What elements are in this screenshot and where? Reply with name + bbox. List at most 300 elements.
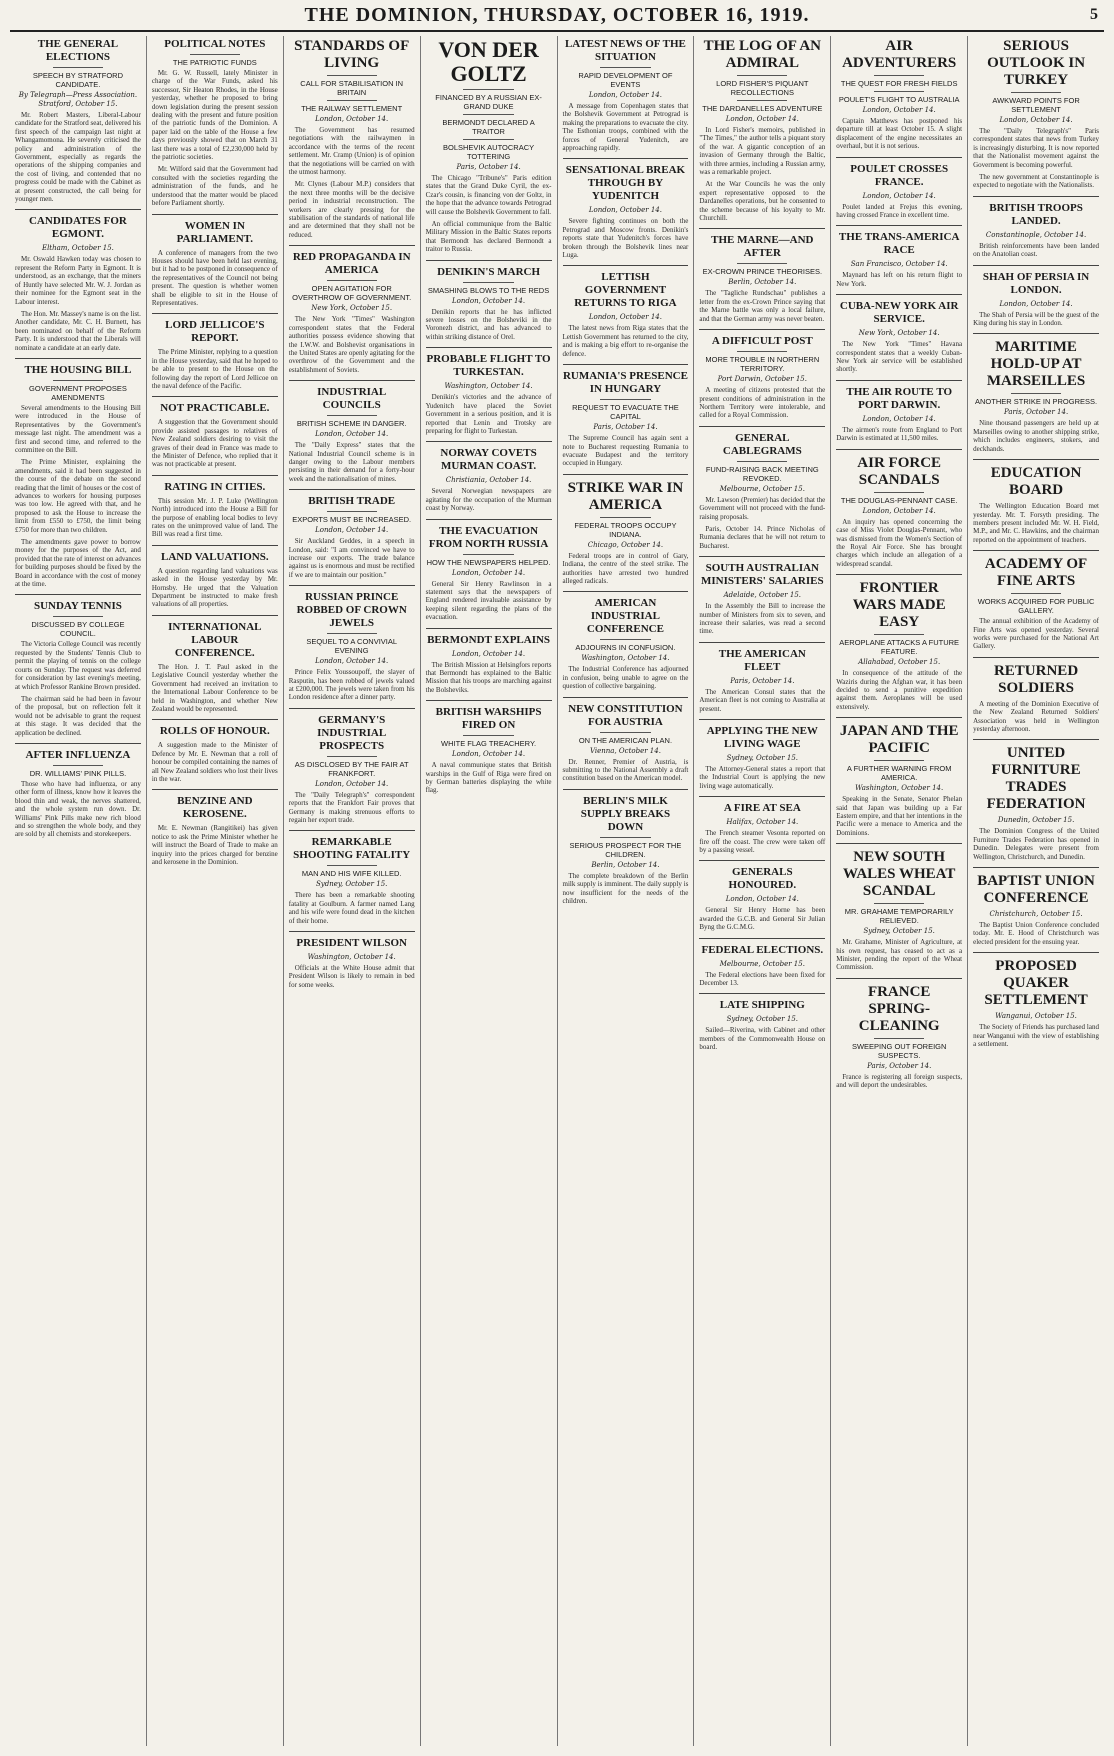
article-paragraph: This session Mr. J. P. Luke (Wellington North) introduced into the House a Bill for the purpose of enabling local bodies to levy rates on the unimproved value of land. The Bill was read a first time.	[151, 496, 278, 539]
masthead	[10, 0, 1104, 32]
article	[152, 396, 278, 468]
article-paragraph: In consequence of the attitude of the Waziris during the Afghan war, it has been decided to send a punitive expedition against them. Aeroplanes will be used extensively.	[836, 669, 963, 711]
article	[973, 333, 1099, 453]
article-subheading: FUND-RAISING BACK MEETING REVOKED.	[705, 464, 819, 483]
article-dateline: London, October 14.	[452, 750, 526, 759]
article-headline: LORD JELLICOE'S REPORT.	[165, 319, 265, 345]
article-paragraph: A message from Copenhagen states that the Bolshevik Government at Petrograd is making the preparations to evacuate the city. The Esthonian troops, combined with the forces of General Yudenitch, are approaching rapidly.	[562, 102, 689, 153]
article-paragraph: The Hon. J. T. Paul asked in the Legislative Council yesterday whether the Government had received an invitation to the International Labour Conference to be held in Washington, and whether New Zealand would be represented.	[151, 662, 278, 713]
article-subheading: LORD FISHER'S PIQUANT RECOLLECTIONS	[716, 79, 809, 97]
article-paragraph: Severe fighting continues on both the Petrograd and Moscow fronts. Denikin's reports state that Yudenitch's forces have broken through the Bolshevik lines near Luga.	[562, 217, 689, 260]
article-dateline: San Francisco, October 14.	[850, 260, 948, 269]
article-dateline: Melbourne, October 15.	[719, 959, 805, 968]
article-dateline: By Telegraph—Press Association. Stratford, October 15.	[18, 91, 138, 108]
article-paragraph: General Sir Henry Horne has been awarded the G.C.B. and General Sir Julian Byng the G.C.M.G.	[699, 906, 826, 932]
article	[152, 789, 278, 866]
article-dateline: London, October 14.	[452, 568, 526, 577]
article-paragraph: The "Daily Telegraph's" correspondent reports that the Frankfort Fair proves that Germany is making strenuous efforts to regain her export trade.	[288, 790, 415, 825]
article-paragraph: A question regarding land valuations was asked in the House yesterday by Mr. Hornsby. He urged that the Valuation Department be instructed to make fresh valuations of all properties.	[151, 566, 278, 609]
article-divider	[426, 519, 552, 520]
article-divider	[699, 556, 825, 557]
article-paragraph: Prince Felix Youssoupoff, the slayer of Rasputin, has been robbed of jewels valued at £200,000. The jewels were taken from his London residence after a dinner party.	[288, 668, 415, 702]
article-paragraph: Those who have had influenza, or any other form of illness, know how it leaves the blood thin and weak, the nerves shattered, and the whole system run down. Dr. Williams' Pink Pills make new rich blood and so strengthen the whole body, and they are sold by all chemists and storekeepers.	[15, 779, 141, 839]
article-subheading: DISCUSSED BY COLLEGE COUNCIL.	[31, 620, 125, 639]
article-divider	[699, 860, 825, 861]
article-divider	[973, 952, 1099, 953]
article-paragraph: Mr. Oswald Hawken today was chosen to represent the Reform Party in Egmont. It is understood, as an exchange, that the miners of Huntly have selected Mr. W. J. Jordan as their nominee for the Egmont seat in the Labour interest.	[15, 255, 141, 306]
article	[426, 347, 552, 435]
article-headline: PROPOSED QUAKER SETTLEMENT	[984, 958, 1088, 1009]
headline-rule	[327, 75, 377, 76]
article-divider	[426, 628, 552, 629]
article-subheading: OPEN AGITATION FOR OVERTHROW OF GOVERNMENT.	[292, 284, 412, 303]
article	[426, 700, 552, 795]
column-3	[284, 36, 421, 1746]
article-paragraph: Mr. Wilford said that the Government had consulted with the societies regarding the administration of the funds, and he understood that the matter would be placed before Parliament shortly.	[151, 165, 278, 208]
article-paragraph: A naval communique states that British warships in the Gulf of Riga were fired on by German batteries displaying the white flag.	[425, 761, 552, 795]
article-dateline: London, October 14.	[588, 91, 662, 99]
article-paragraph: Nine thousand passengers are held up at Marseilles owing to another shipping strike, which includes engineers, stokers, and deckhands.	[973, 419, 1099, 453]
article	[836, 843, 962, 972]
article-paragraph: British reinforcements have been landed on the Anatolian coast.	[973, 241, 1099, 259]
article	[836, 294, 962, 374]
article-dateline: Washington, October 14.	[581, 654, 670, 663]
article-headline: EDUCATION BOARD	[990, 465, 1082, 499]
article	[563, 265, 689, 358]
article-subheading: SWEEPING OUT FOREIGN SUSPECTS.	[851, 1041, 947, 1060]
article-divider	[836, 717, 962, 718]
article-subheading: ON THE AMERICAN PLAN.	[578, 735, 673, 745]
article	[563, 591, 689, 690]
newspaper-title: THE DOMINION, THURSDAY, OCTOBER 16, 1919.	[304, 3, 810, 26]
article-paragraph: The Prime Minister, replying to a question in the House yesterday, said that he hoped to be able to present to the House on the following day the report of Lord Jellicoe on the naval defence of the Pacific.	[151, 348, 278, 390]
article-headline: A DIFFICULT POST	[711, 335, 813, 348]
article-dateline: London, October 14.	[315, 526, 389, 535]
article-subheading: WHITE FLAG TREACHERY.	[441, 739, 537, 749]
article-headline: THE AMERICAN FLEET	[718, 647, 806, 673]
article-divider	[152, 545, 278, 546]
article-headline: INDUSTRIAL COUNCILS	[317, 386, 387, 412]
article-paragraph: Several Norwegian newspapers are agitating for the occupation of the Murman coast by Norway.	[425, 487, 552, 513]
article-headline: THE TRANS-AMERICA RACE	[838, 231, 960, 257]
headline-rule	[737, 100, 787, 101]
article-divider	[289, 380, 415, 381]
article-divider	[15, 594, 141, 595]
column-4	[421, 36, 558, 1746]
article	[836, 225, 962, 288]
article-paragraph: Paris, October 14. Prince Nicholas of Rumania declares that he will not return to Bucharest.	[699, 524, 826, 550]
article-headline: THE HOUSING BILL	[24, 363, 132, 376]
article-dateline: London, October 14.	[999, 299, 1073, 308]
article-headline: RETURNED SOLDIERS	[993, 662, 1079, 696]
article-paragraph: At the War Councils he was the only expert representative opposed to the Dardanelles operations, but he consented to the scheme because of his loyalty to Mr. Churchill.	[699, 180, 826, 223]
headline-rule	[600, 639, 650, 640]
article	[563, 697, 689, 783]
article-dateline: Chicago, October 14.	[587, 540, 664, 549]
headline-rule	[737, 461, 787, 462]
article-headline: MARITIME HOLD-UP AT MARSEILLES	[986, 339, 1086, 390]
article-paragraph: Mr. Lawson (Premier) has decided that the Government will not proceed with the fund-raising proposals.	[699, 495, 826, 521]
article-paragraph: The American Consul states that the American fleet is not coming to Australia at present.	[699, 687, 826, 713]
headline-rule	[463, 139, 513, 140]
article-paragraph: A suggestion made to the Minister of Defence by Mr. E. Newman that a roll of honour be compiled containing the names of all New Zealand soldiers who lost their lives in the war.	[151, 741, 278, 783]
headline-rule	[53, 765, 103, 766]
article-headline: A FIRE AT SEA	[723, 802, 801, 815]
article-divider	[152, 789, 278, 790]
article-divider	[426, 700, 552, 701]
article-dateline: New York, October 14.	[858, 329, 940, 338]
headline-rule	[874, 1038, 924, 1039]
article	[289, 245, 415, 374]
article-divider	[563, 591, 689, 592]
article-paragraph: Denikin reports that he has inflicted severe losses on the Bolsheviki in the Voronezh district, and has advanced to within striking distance of Orel.	[425, 307, 552, 341]
article-headline: VON DER GOLTZ	[438, 37, 539, 86]
article	[973, 265, 1099, 328]
article-headline: SHAH OF PERSIA IN LONDON.	[982, 270, 1090, 296]
article-headline: BRITISH TROOPS LANDED.	[989, 201, 1083, 227]
article-headline: GERMANY'S INDUSTRIAL PROSPECTS	[317, 713, 387, 752]
article-paragraph: The New York "Times" Havana correspondent states that a weekly Cuban-New York air service will be established shortly.	[836, 340, 963, 374]
headline-rule	[463, 114, 513, 115]
article	[563, 474, 689, 586]
article	[699, 38, 825, 222]
article	[836, 380, 962, 443]
article-dateline: London, October 14.	[315, 115, 389, 123]
article-headline: CUBA-NEW YORK AIR SERVICE.	[839, 300, 959, 326]
article-dateline: Wanganui, October 15.	[995, 1012, 1077, 1021]
article-paragraph: The Dominion Congress of the United Furniture Trades Federation has opened in Dunedin. Delegates were present from Wellington, Christchurch, and Dunedin.	[973, 827, 1099, 861]
article	[699, 642, 825, 713]
article	[973, 38, 1099, 190]
headline-rule	[874, 91, 924, 92]
article-subheading: FINANCED BY A RUSSIAN EX-GRAND DUKE	[435, 93, 542, 111]
article-divider	[699, 938, 825, 939]
article-dateline: London, October 14.	[452, 296, 526, 305]
headline-rule	[53, 67, 103, 68]
article-paragraph: Mr. Robert Masters, Liberal-Labour candidate for the Stratford seat, delivered his first speech of the campaign last night at Whangamomona. He severely criticised the policy and administration of the Government, especially as regards the operations of the shipping companies and the cost of living, and contended that no progress could be made with the Cabinet as at present constructed, the call being for younger men.	[15, 111, 141, 204]
headline-rule	[874, 634, 924, 635]
article-dateline: Sydney, October 15.	[316, 880, 388, 889]
article-divider	[152, 615, 278, 616]
article-dateline: Christiania, October 14.	[445, 476, 532, 485]
article-headline: WOMEN IN PARLIAMENT.	[176, 219, 253, 245]
article-divider	[699, 642, 825, 643]
article-divider	[836, 157, 962, 158]
article-subheading: AS DISCLOSED BY THE FAIR AT FRANKFORT.	[294, 759, 409, 778]
article-dateline: London, October 14.	[725, 115, 799, 123]
article-subheading: CALL FOR STABILISATION IN BRITAIN	[300, 79, 404, 97]
article-headline: RUMANIA'S PRESENCE IN HUNGARY	[562, 370, 688, 396]
article-headline: RATING IN CITIES.	[164, 480, 266, 493]
headline-rule	[1011, 92, 1061, 93]
article-dateline: Port Darwin, October 15.	[717, 375, 807, 384]
article-paragraph: The latest news from Riga states that the Lettish Government has returned to the city, and is making a big effort to re-organise the defence.	[562, 324, 689, 358]
article-paragraph: A meeting of citizens protested that the present conditions of administration in the Northern Territory were intolerable, and called for a Royal Commission.	[699, 386, 826, 420]
article	[836, 717, 962, 837]
article-divider	[973, 459, 1099, 460]
headline-rule	[737, 75, 787, 76]
article	[699, 860, 825, 931]
article-dateline: London, October 14.	[315, 430, 389, 439]
article-paragraph: In the Assembly the Bill to increase the number of Ministers from six to seven, and increase their salaries, was read a second time.	[699, 602, 826, 636]
article	[973, 739, 1099, 861]
article-subheading: THE PATRIOTIC FUNDS	[172, 58, 257, 67]
article-paragraph: There has been a remarkable shooting fatality at Goulburn. A farmer named Lang and his wife were found dead in the kitchen of their home.	[288, 891, 415, 925]
article	[152, 313, 278, 390]
article-paragraph: The British Mission at Helsingfors reports that Bermondt has explained to the Baltic Mission that his troops are marching against the Bolsheviks.	[425, 660, 552, 694]
article-paragraph: The Attorney-General states a report that the Industrial Court is applying the new living wage automatically.	[699, 765, 826, 790]
article-paragraph: The Supreme Council has again sent a note to Bucharest requesting Rumania to evacuate Budapest and the territory occupied in Hungary.	[562, 434, 689, 468]
article-dateline: London, October 14.	[588, 206, 662, 215]
article-divider	[289, 585, 415, 586]
headline-rule	[327, 511, 377, 512]
article	[563, 364, 689, 468]
article-divider	[563, 364, 689, 365]
article-paragraph: The Shah of Persia will be the guest of the King during his stay in London.	[973, 310, 1099, 328]
article-paragraph: The amendments gave power to borrow money for the purposes of the Act, and provided that the rate of interest on advances for building purposes should be fixed by the Board in accordance with the cost of money at the time.	[15, 538, 141, 589]
article-divider	[563, 158, 689, 159]
article	[289, 489, 415, 579]
article-paragraph: The Prime Minister, explaining the amendments, said it had been suggested in the course of the debate on the second reading that the limit of houses or the cost of advances to workers for housing purposes was too low. He agreed with that, and he proposed to ask the House to increase the limit from £550 to £750, the limit being £750 for more than two children.	[15, 458, 141, 534]
article-headline: LAND VALUATIONS.	[161, 550, 269, 563]
article-subheading: THE QUEST FOR FRESH FIELDS	[840, 79, 958, 88]
article-divider	[699, 228, 825, 229]
article	[152, 214, 278, 308]
article-headline: AIR ADVENTURERS	[842, 38, 957, 71]
article-headline: INTERNATIONAL LABOUR CONFERENCE.	[168, 620, 262, 659]
article-subheading: GOVERNMENT PROPOSES AMENDMENTS	[29, 383, 127, 402]
article	[15, 743, 141, 839]
article-divider	[289, 708, 415, 709]
article-paragraph: The annual exhibition of the Academy of Fine Arts was opened yesterday. Several works were purchased for the National Art Gallery.	[973, 617, 1099, 651]
article	[973, 550, 1099, 651]
article-dateline: Vienna, October 14.	[589, 746, 661, 755]
article-dateline: Paris, October 14.	[593, 423, 658, 432]
headline-rule	[463, 89, 513, 90]
article	[152, 545, 278, 609]
article-subheading: MORE TROUBLE IN NORTHERN TERRITORY.	[705, 355, 820, 374]
article-paragraph: Denikin's victories and the advance of Yudenitch have placed the Soviet Government in a serious position, and it is reported that Lenin and Trotsky are preparing for flight to Turkestan.	[425, 393, 552, 435]
article	[15, 358, 141, 589]
article-divider	[426, 347, 552, 348]
article-divider	[836, 380, 962, 381]
article-paragraph: Speaking in the Senate, Senator Phelan said that Japan was building up a Far Eastern empire, and that her intentions in the Pacific were a menace to America and the Dominions.	[836, 795, 963, 837]
headline-rule	[463, 735, 513, 736]
article-paragraph: The Society of Friends has purchased land near Wanganui with the view of establishing a settlement.	[973, 1023, 1099, 1049]
article	[563, 38, 689, 152]
headline-rule	[327, 415, 377, 416]
article-headline: SUNDAY TENNIS	[33, 600, 122, 613]
article-paragraph: Maynard has left on his return flight to New York.	[836, 271, 963, 288]
article	[15, 594, 141, 736]
article	[699, 228, 825, 323]
article	[836, 38, 962, 151]
article	[563, 789, 689, 906]
headline-rule	[463, 282, 513, 283]
article	[836, 978, 962, 1090]
headline-rule	[600, 837, 650, 838]
article-divider	[973, 265, 1099, 266]
article	[289, 38, 415, 239]
article-headline: AIR FORCE SCANDALS	[857, 454, 942, 488]
article	[426, 260, 552, 342]
article-paragraph: The Chicago "Tribune's" Paris edition states that the Grand Duke Cyril, the ex-Czar's cousin, is financing von der Goltz, in the hope that the advance towards Petrograd will cause the Bolshevik Government to fall.	[425, 174, 552, 216]
headline-rule	[327, 633, 377, 634]
article	[152, 38, 278, 208]
article-divider	[973, 550, 1099, 551]
column-8	[968, 36, 1104, 1746]
article-divider	[699, 993, 825, 994]
article-divider	[152, 475, 278, 476]
headline-rule	[190, 54, 240, 55]
article-headline: THE GENERAL ELECTIONS	[37, 38, 119, 63]
article-paragraph: The Hon. Mr. Massey's name is on the list. Another candidate, Mr. C. H. Burnett, has been nominated on behalf of the Reform Party. It is understood that the Liberals will nominate a candidate at an early date.	[15, 309, 141, 352]
article-headline: THE MARNE—AND AFTER	[711, 234, 814, 260]
headline-rule	[600, 399, 650, 400]
article-divider	[289, 830, 415, 831]
article-headline: BENZINE AND KEROSENE.	[177, 795, 253, 821]
article-subheading: THE DOUGLAS-PENNANT CASE.	[840, 495, 958, 505]
article-paragraph: Several amendments to the Housing Bill were introduced in the House of Representatives by the Government's message last night. The amendment was a first and second time, and referred to the committee on the Bill.	[15, 403, 141, 454]
article-paragraph: A meeting of the Dominion Executive of the New Zealand Returned Soldiers' Association was held in Wellington yesterday afternoon.	[973, 699, 1099, 733]
article-headline: BERLIN'S MILK SUPPLY BREAKS DOWN	[580, 794, 671, 833]
article-paragraph: Federal troops are in control of Gary, Indiana, the centre of the steel strike. The authorities have arrested two hundred alleged radicals.	[562, 551, 689, 585]
article-divider	[426, 441, 552, 442]
article-divider	[836, 978, 962, 979]
article-divider	[289, 489, 415, 490]
article-paragraph: Officials at the White House admit that President Wilson is likely to remain in bed for some weeks.	[288, 964, 415, 989]
headline-rule	[53, 380, 103, 381]
article-subheading: POULET'S FLIGHT TO AUSTRALIA	[838, 95, 960, 104]
article-dateline: Halifax, October 14.	[726, 818, 799, 827]
article-headline: ROLLS OF HONOUR.	[159, 725, 270, 738]
article-divider	[973, 867, 1099, 868]
article-dateline: Paris, October 14.	[456, 163, 521, 171]
article	[699, 556, 825, 636]
article-headline: NEW CONSTITUTION FOR AUSTRIA	[568, 702, 683, 728]
article-dateline: Washington, October 14.	[444, 382, 533, 391]
article-divider	[699, 796, 825, 797]
article-dateline: Paris, October 14.	[867, 1061, 932, 1070]
article-headline: NORWAY COVETS MURMAN COAST.	[440, 447, 537, 473]
article-paragraph: Mr. E. Newman (Rangitikei) has given notice to ask the Prime Minister whether he will instruct the Board of Trade to make an inquiry into the prices charged for benzine and kerosene in the Dominion.	[151, 824, 278, 866]
headline-rule	[600, 517, 650, 518]
article-divider	[152, 313, 278, 314]
article-divider	[152, 214, 278, 215]
article	[426, 519, 552, 622]
article-dateline: London, October 14.	[315, 657, 389, 666]
article-headline: PRESIDENT WILSON	[296, 937, 407, 950]
article-subheading: REQUEST TO EVACUATE THE CAPITAL	[572, 403, 679, 422]
article-paragraph: The French steamer Vesonta reported on fire off the coast. The crew were taken off by a passing vessel.	[699, 829, 826, 855]
article-paragraph: Sir Auckland Geddes, in a speech in London, said: "I am convinced we have to increase our exports. The trade balance against us is enormous and must be rectified if we are to maintain our position."	[288, 537, 415, 579]
article-headline: AFTER INFLUENZA	[25, 748, 131, 761]
article-divider	[836, 449, 962, 450]
article-dateline: Sydney, October 15.	[726, 754, 798, 762]
article-paragraph: Dr. Renner, Premier of Austria, is submitting to the National Assembly a draft constitution based on the American model.	[562, 757, 689, 783]
article-paragraph: Poulet landed at Frejus this evening, having crossed France in excellent time.	[836, 202, 963, 220]
article-headline: POLITICAL NOTES	[164, 38, 266, 50]
article-paragraph: The "Daily Express" states that the National Industrial Council scheme is in danger owing to the Labour members persisting in their demand for a forty-hour week and the nationalisation of mines.	[288, 441, 415, 483]
article	[152, 719, 278, 783]
article-subheading: HOW THE NEWSPAPERS HELPED.	[426, 557, 551, 567]
article-headline: BRITISH TRADE	[308, 495, 396, 508]
article-headline: RED PROPAGANDA IN AMERICA	[292, 251, 411, 277]
article-headline: FRANCE SPRING-CLEANING	[858, 983, 940, 1034]
article-headline: FRONTIER WARS MADE EASY	[852, 580, 946, 631]
article-paragraph: The "Daily Telegraph's" Paris correspondent states that news from Turkey is increasingly disturbing. It is now reported that the Nationalist movement against the Government is becoming powerful.	[973, 127, 1099, 169]
article-dateline: Washington, October 14.	[307, 953, 396, 962]
article-headline: LATEST NEWS OF THE SITUATION	[564, 38, 686, 63]
article-headline: BERMONDT EXPLAINS	[427, 633, 551, 646]
column-2	[147, 36, 284, 1746]
headline-rule	[600, 67, 650, 68]
article-divider	[15, 209, 141, 210]
article-dateline: Allahabad, October 15.	[858, 658, 941, 667]
article-dateline: London, October 14.	[588, 313, 662, 322]
article-subheading: RAPID DEVELOPMENT OF EVENTS	[578, 71, 673, 89]
article-paragraph: Sailed—Riverina, with Cabinet and other members of the Commonwealth House on board.	[699, 1026, 826, 1052]
article	[426, 628, 552, 695]
article-paragraph: Mr. Clynes (Labour M.P.) considers that the next three months will be the decisive period in industrial reconstruction. The workers are clearly pressing for the stabilisation of the standards of national life and are determined that they shall not be reduced.	[288, 180, 415, 239]
headline-rule	[327, 865, 377, 866]
article-subheading: THE DARDANELLES ADVENTURE	[702, 104, 823, 113]
article-headline: APPLYING THE NEW LIVING WAGE	[706, 725, 818, 750]
article-headline: PROBABLE FLIGHT TO TURKESTAN.	[426, 353, 551, 379]
article-paragraph: Captain Matthews has postponed his departure till at least October 15. A slight displacement of the engine necessitates an overhaul, but it is not serious.	[836, 117, 963, 151]
article	[973, 657, 1099, 734]
article-dateline: London, October 14.	[862, 191, 936, 200]
article-headline: THE LOG OF AN ADMIRAL	[703, 38, 821, 71]
article	[699, 329, 825, 420]
article-divider	[152, 719, 278, 720]
article-divider	[973, 333, 1099, 334]
article-divider	[289, 931, 415, 932]
headline-rule	[463, 554, 513, 555]
article-divider	[699, 329, 825, 330]
article-headline: LATE SHIPPING	[719, 999, 805, 1012]
article-divider	[836, 574, 962, 575]
article-divider	[563, 265, 689, 266]
article	[152, 475, 278, 539]
article-subheading: MAN AND HIS WIFE KILLED.	[301, 869, 402, 879]
article-subheading: A FURTHER WARNING FROM AMERICA.	[846, 764, 952, 783]
article-paragraph: The Wellington Education Board met yesterday. Mr. T. Forsyth presiding. The members present included Mr. W. H. Field, M.P., and Mr. C. Hawkins, and the chairman reported on the appointment of teachers.	[973, 502, 1099, 544]
article-dateline: Berlin, October 14.	[591, 860, 660, 869]
article	[699, 426, 825, 550]
article-dateline: Paris, October 14.	[730, 676, 795, 685]
article	[699, 719, 825, 790]
article-divider	[289, 245, 415, 246]
article	[699, 993, 825, 1051]
article-subheading: ADJOURNS IN CONFUSION.	[575, 643, 676, 653]
article-headline: CANDIDATES FOR EGMONT.	[28, 215, 127, 241]
article-paragraph: The New York "Times" Washington correspondent states that the Federal authorities possess evidence showing that the I.W.W. and Bolshevist organisations in the United States are openly agitating for the overthrow of the Government and the establishment of Soviets.	[288, 315, 415, 374]
article-subheading: ANOTHER STRIKE IN PROGRESS.	[975, 397, 1098, 407]
article-subheading: DR. WILLIAMS' PINK PILLS.	[29, 768, 127, 778]
article	[563, 158, 689, 259]
article-paragraph: The Industrial Conference has adjourned in confusion, being unable to agree on the question of collective bargaining.	[562, 665, 689, 691]
headline-rule	[327, 100, 377, 101]
article-divider	[563, 789, 689, 790]
column-6	[694, 36, 831, 1746]
article-subheading: AEROPLANE ATTACKS A FUTURE FEATURE.	[839, 638, 960, 657]
article-divider	[836, 843, 962, 844]
article-paragraph: An inquiry has opened concerning the case of Miss Violet Douglas-Pennant, who was dismissed from the Women's Section of the Royal Air Force. She has brought charges which include an allegation of a widespread scandal.	[836, 517, 963, 568]
article-paragraph: The Federal elections have been fixed for December 13.	[699, 970, 826, 988]
article-subheading: AWKWARD POINTS FOR SETTLEMENT	[992, 96, 1080, 114]
article-headline: LETTISH GOVERNMENT RETURNS TO RIGA	[574, 271, 677, 310]
